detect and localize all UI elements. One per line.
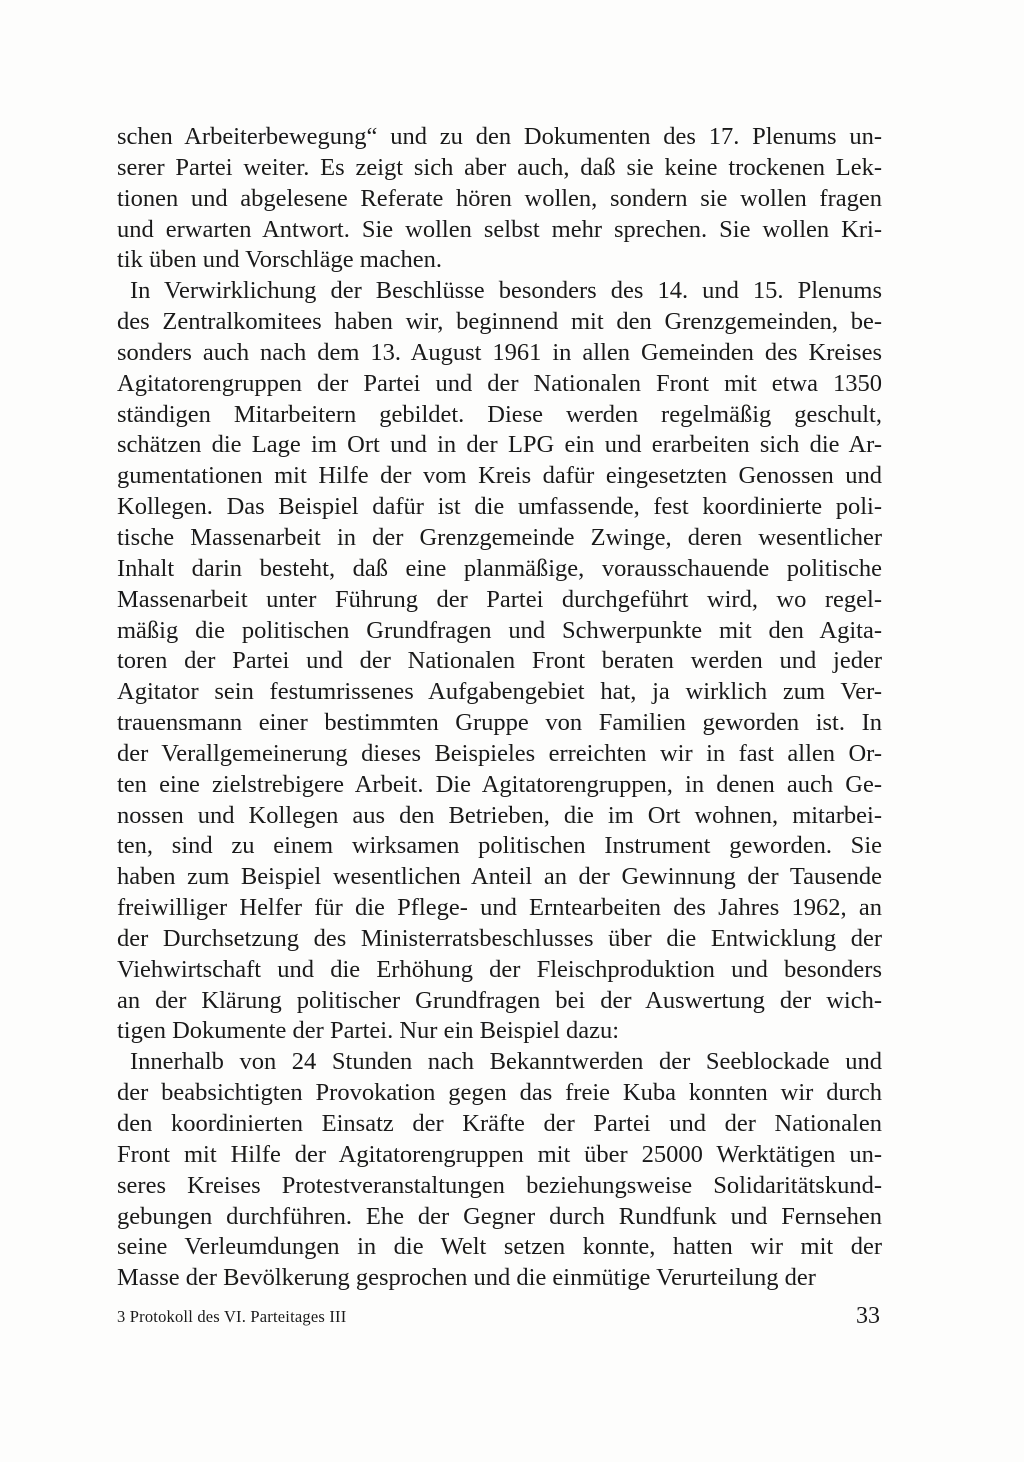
text-line: tik üben und Vorschläge machen. xyxy=(117,246,443,274)
text-line: ständigen Mitarbeitern gebildet. Diese werden regelmäßig geschult, xyxy=(117,400,882,428)
text-line: In Verwirklichung der Beschlüsse besonders des 14. und 15. Plenums xyxy=(130,277,882,305)
text-line: des Zentralkomitees haben wir, beginnend mit den Grenzgemeinden, be- xyxy=(117,308,882,336)
paragraph xyxy=(117,122,882,276)
text-line: ten eine zielstrebigere Arbeit. Die Agitatorengruppen, in denen auch Ge- xyxy=(117,770,882,798)
text-line: und erwarten Antwort. Sie wollen selbst mehr sprechen. Sie wollen Kri- xyxy=(117,215,882,243)
text-line: der Verallgemeinerung dieses Beispieles erreichten wir in fast allen Or- xyxy=(117,739,882,767)
text-line: den koordinierten Einsatz der Kräfte der Partei und der Nationalen xyxy=(117,1110,882,1137)
text-line: schen Arbeiterbewegung“ und zu den Dokumenten des 17. Plenums un- xyxy=(117,123,882,150)
text-line: freiwilliger Helfer für die Pflege- und Erntearbeiten des Jahres 1962, an xyxy=(117,894,882,922)
text-line: Masse der Bevölkerung gesprochen und die einmütige Verurteilung der xyxy=(117,1264,816,1292)
text-line: schätzen die Lage im Ort und in der LPG ein und erarbeiten sich die Ar- xyxy=(117,431,882,459)
text-line: Massenarbeit unter Führung der Partei durchgeführt wird, wo regel- xyxy=(117,585,882,613)
paragraph xyxy=(117,276,882,1047)
text-line: Viehwirtschaft und die Erhöhung der Fleischproduktion und besonders xyxy=(117,955,882,983)
text-line: sonders auch nach dem 13. August 1961 in allen Gemeinden des Kreises xyxy=(117,338,882,366)
text-line: seine Verleumdungen in die Welt setzen konnte, hatten wir mit der xyxy=(117,1233,882,1261)
text-line: Agitator sein festumrissenes Aufgabengebiet hat, ja wirklich zum Ver- xyxy=(117,678,882,706)
text-line: trauensmann einer bestimmten Gruppe von Familien geworden ist. In xyxy=(117,709,882,737)
page-number: 33 xyxy=(856,1303,880,1329)
text-line: tigen Dokumente der Partei. Nur ein Beispiel dazu: xyxy=(117,1017,620,1045)
footer-source-note: 3 Protokoll des VI. Parteitages III xyxy=(117,1307,347,1326)
text-line: an der Klärung politischer Grundfragen bei der Auswertung der wich- xyxy=(117,986,882,1014)
text-line: nossen und Kollegen aus den Betrieben, die im Ort wohnen, mitarbei- xyxy=(117,801,882,829)
text-line: seres Kreises Protestveranstaltungen beziehungsweise Solidaritätskund- xyxy=(117,1171,882,1199)
page-footer xyxy=(117,1303,882,1333)
text-line: Agitatorengruppen der Partei und der Nationalen Front mit etwa 1350 xyxy=(117,369,882,397)
text-line: Innerhalb von 24 Stunden nach Bekanntwerden der Seeblockade und xyxy=(130,1048,882,1076)
text-line: ten, sind zu einem wirksamen politischen Instrument geworden. Sie xyxy=(117,832,882,860)
paragraph xyxy=(117,1047,882,1294)
text-line: gebungen durchführen. Ehe der Gegner durch Rundfunk und Fernsehen xyxy=(117,1202,882,1230)
body-text xyxy=(117,122,882,1294)
text-line: tionen und abgelesene Referate hören wollen, sondern sie wollen fragen xyxy=(117,184,882,212)
text-line: Kollegen. Das Beispiel dafür ist die umfassende, fest koordinierte poli- xyxy=(117,493,882,521)
text-line: der beabsichtigten Provokation gegen das freie Kuba konnten wir durch xyxy=(117,1079,882,1107)
text-line: der Durchsetzung des Ministerratsbeschlusses über die Entwicklung der xyxy=(117,924,882,952)
text-line: Inhalt darin besteht, daß eine planmäßige, vorausschauende politische xyxy=(117,554,882,582)
text-line: serer Partei weiter. Es zeigt sich aber auch, daß sie keine trockenen Lek- xyxy=(117,153,882,181)
text-line: toren der Partei und der Nationalen Front beraten werden und jeder xyxy=(117,647,882,675)
text-line: mäßig die politischen Grundfragen und Schwerpunkte mit den Agita- xyxy=(117,616,882,644)
text-line: tische Massenarbeit in der Grenzgemeinde Zwinge, deren wesentlicher xyxy=(117,523,882,551)
text-line: haben zum Beispiel wesentlichen Anteil an der Gewinnung der Tausende xyxy=(117,863,882,891)
text-line: Front mit Hilfe der Agitatorengruppen mit über 25000 Werktätigen un- xyxy=(117,1140,882,1168)
text-line: gumentationen mit Hilfe der vom Kreis dafür eingesetzten Genossen und xyxy=(117,462,882,490)
